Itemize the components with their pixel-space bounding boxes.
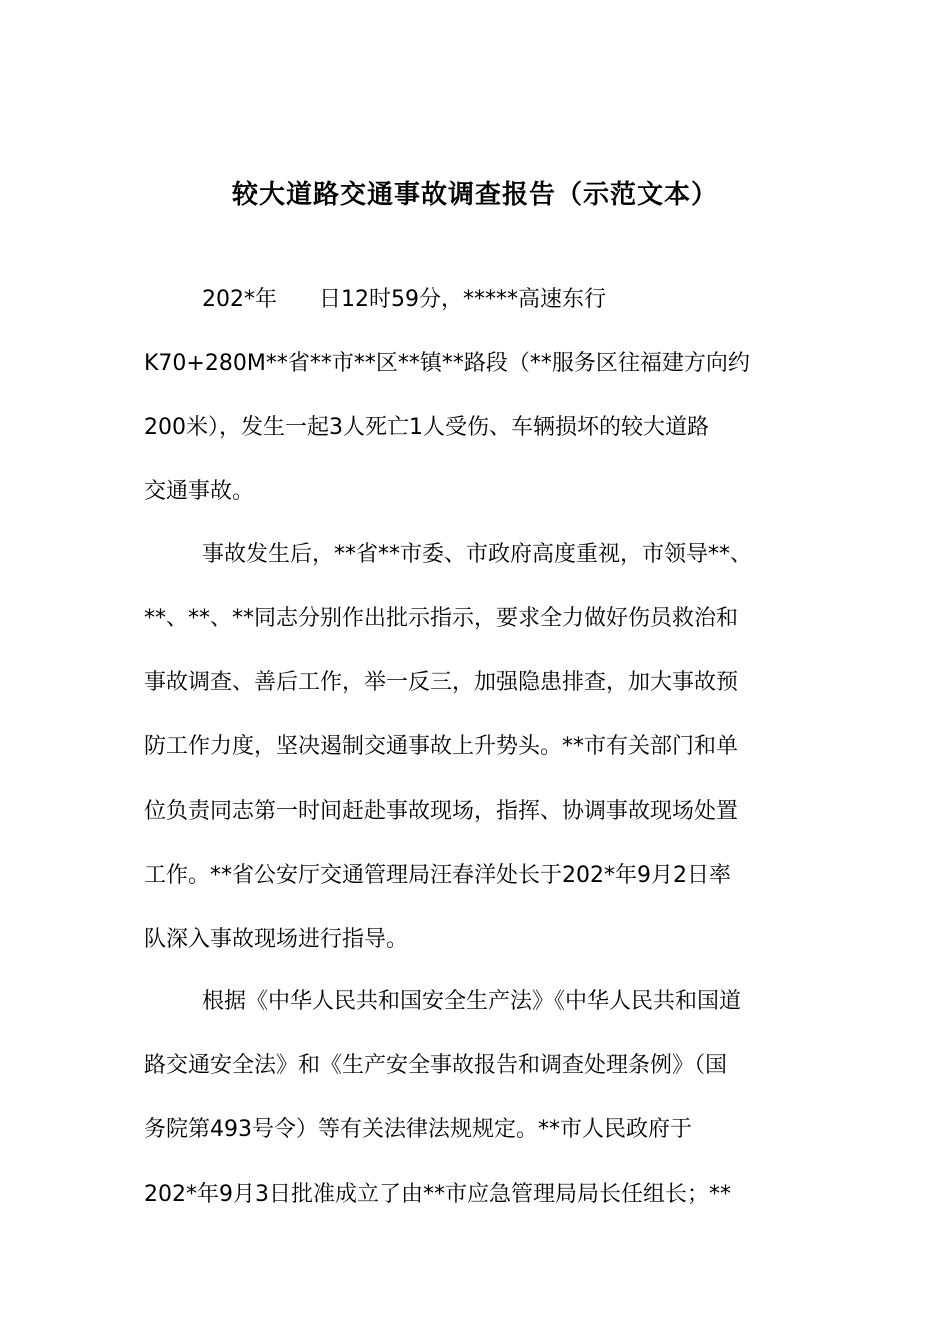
body-line: 根据《中华人民共和国安全生产法》《中华人民共和国道 <box>202 989 742 1014</box>
document-title: 较大道路交通事故调查报告（示范文本） <box>231 180 718 210</box>
body-line: 路交通安全法》和《生产安全事故报告和调查处理条例》（国 <box>144 1053 728 1078</box>
body-line: **、**、**同志分别作出批示指示，要求全力做好伤员救治和 <box>144 606 739 631</box>
body-line: 防工作力度，坚决遏制交通事故上升势头。**市有关部门和单 <box>144 734 739 759</box>
body-line: 位负责同志第一时间赶赴事故现场，指挥、协调事故现场处置 <box>144 799 739 824</box>
body-line: 200米），发生一起3人死亡1人受伤、车辆损坏的较大道路 <box>144 415 709 440</box>
body-line: 事故发生后，**省**市委、市政府高度重视，市领导**、 <box>202 542 753 567</box>
body-line: K70+280M**省**市**区**镇**路段（**服务区往福建方向约 <box>144 351 750 376</box>
body-line: 交通事故。 <box>144 479 255 504</box>
body-line: 事故调查、善后工作，举一反三，加强隐患排查，加大事故预 <box>144 670 739 695</box>
body-line: 工作。**省公安厅交通管理局汪春洋处长于202*年9月2日率 <box>144 863 731 888</box>
body-line: 务院第493号令）等有关法律法规规定。**市人民政府于 <box>144 1117 692 1142</box>
body-line: 202*年 日12时59分，*****高速东行 <box>202 287 606 312</box>
body-line: 202*年9月3日批准成立了由**市应急管理局局长任组长；** <box>144 1182 731 1207</box>
body-line: 队深入事故现场进行指导。 <box>144 927 409 952</box>
